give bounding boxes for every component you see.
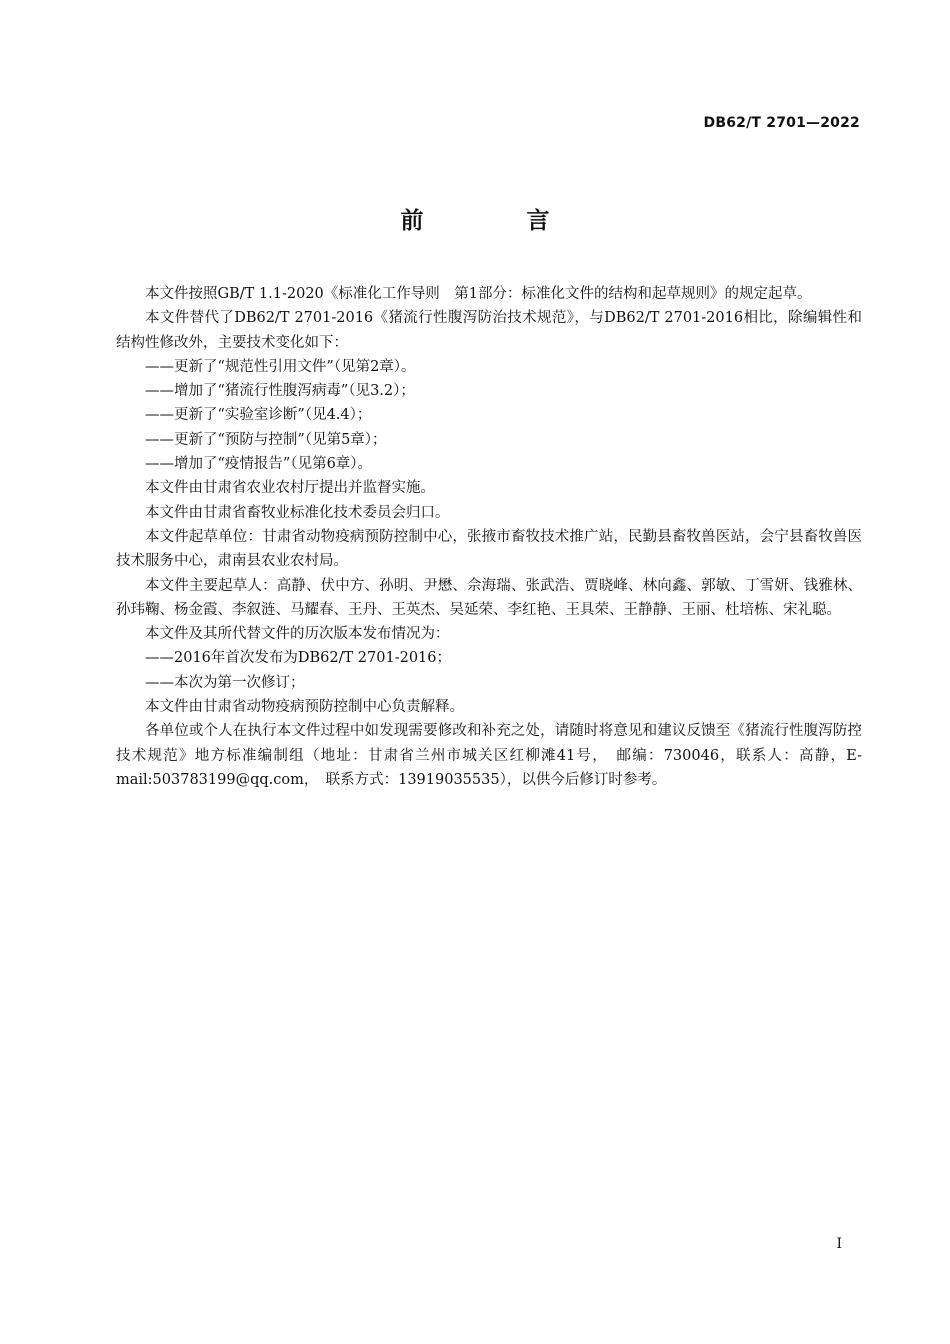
- paragraph-proposer: 本文件由甘肃省农业农村厅提出并监督实施。: [145, 480, 435, 497]
- standard-code: DB62/T 2701—2022: [703, 115, 860, 131]
- paragraph-drafting-units: 本文件起草单位：甘肃省动物疫病预防控制中心，张掖市畜牧技术推广站，民勤县畜牧兽医站，会宁县畜牧兽医技术服务中心，肃南县农业农村局。: [116, 528, 862, 570]
- paragraph-basis: 本文件按照GB/T 1.1-2020《标准化工作导则 第1部分：标准化文件的结构和起草规则》的规定起草。: [145, 286, 812, 302]
- page-title: 前 言: [400, 208, 590, 234]
- paragraph-committee: 本文件由甘肃省畜牧业标准化技术委员会归口。: [145, 504, 450, 521]
- version-item: ——本次为第一次修订；: [145, 674, 305, 691]
- paragraph-version-history: 本文件及其所代替文件的历次版本发布情况为：: [145, 626, 450, 643]
- change-item: ——增加了“猪流行性腹泻病毒”（见3.2）；: [145, 383, 415, 400]
- version-item: ——2016年首次发布为DB62/T 2701-2016；: [145, 650, 452, 667]
- paragraph-feedback: 各单位或个人在执行本文件过程中如发现需要修改和补充之处，请随时将意见和建议反馈至《猪流行性腹泻防控技术规范》地方标准编制组（地址：甘肃省兰州市城关区红柳滩41号， 邮编：730046，联系人：高静，E-mail:503783199@qq.com， 联系方式：13919035535），以供今后修订时参考。: [116, 723, 862, 788]
- page-number: I: [836, 1236, 842, 1252]
- paragraph-interpretation: 本文件由甘肃省动物疫病预防控制中心负责解释。: [145, 699, 464, 716]
- change-item: ——更新了“规范性引用文件”（见第2章）。: [145, 358, 416, 375]
- paragraph-replacement: 本文件替代了DB62/T 2701-2016《猪流行性腹泻防治技术规范》，与DB62/T 2701-2016相比，除编辑性和结构性修改外，主要技术变化如下：: [116, 310, 862, 351]
- paragraph-drafters: 本文件主要起草人：高静、伏中方、孙明、尹懋、佘海瑞、张武浩、贾晓峰、林向鑫、郭敏、丁雪妍、钱雅林、孙玮鞠、杨金霞、李叙涟、马耀春、王丹、王英杰、吴延荣、李红艳、王具荣、王静静、王丽、杜培栋、宋礼聪。: [116, 577, 862, 618]
- change-item: ——增加了“疫情报告”（见第6章）。: [145, 456, 373, 473]
- foreword-body: [116, 282, 862, 792]
- change-item: ——更新了“实验室诊断”（见4.4）；: [145, 407, 372, 424]
- change-item: ——更新了“预防与控制”（见第5章）；: [145, 431, 387, 448]
